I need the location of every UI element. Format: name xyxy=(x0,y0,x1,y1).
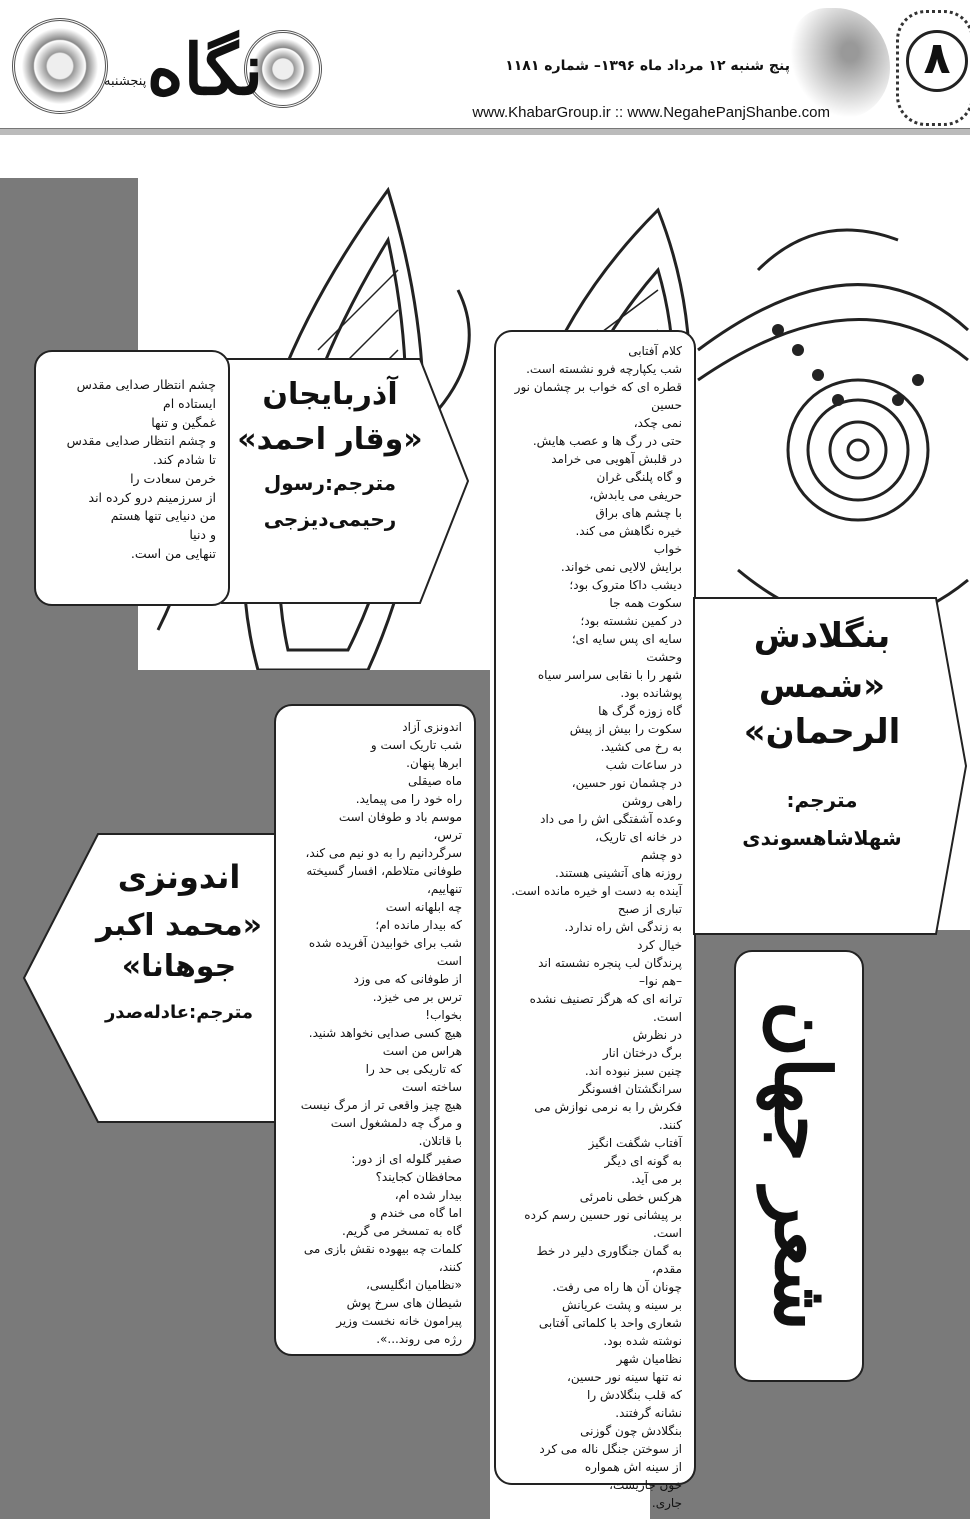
poem-line: در چشمان نور حسین، xyxy=(571,776,682,790)
poem-line: روزنه های آتشینی هستند. xyxy=(555,866,682,880)
poem-line: پوشانده بود. xyxy=(620,686,682,700)
poem-line: تباری از صبح xyxy=(617,902,682,916)
azerbaijan-poem-lines xyxy=(48,376,216,564)
poem-line: شب تاریک است و xyxy=(370,738,462,752)
azerbaijan-country: آذربایجان xyxy=(262,377,398,412)
bangladesh-poem xyxy=(494,330,696,1510)
date-line: پنج شنبه ۱۲ مرداد ماه ۱۳۹۶– شماره ۱۱۸۱ xyxy=(505,58,790,74)
poem-line: هرکس خطی نامرئی xyxy=(579,1190,682,1204)
bangladesh-translator-label: مترجم: xyxy=(786,788,858,812)
azerbaijan-translator-label: مترجم:رسول xyxy=(263,471,397,495)
poem-line: در نظرش xyxy=(632,1028,682,1042)
poem-line: از طوفانی که می وزد xyxy=(353,972,462,986)
azerbaijan-poet: «وقار احمد» xyxy=(237,422,423,457)
poem-line: نظامیان شهر xyxy=(616,1352,682,1366)
poem-line: ترس، xyxy=(433,828,462,842)
azerbaijan-poem xyxy=(34,350,230,606)
poem-line: که قلب بنگلادش را xyxy=(587,1388,682,1402)
poem-line: به رخ می کشید. xyxy=(600,740,682,754)
poem-line: حریفی می یابدش، xyxy=(589,488,682,502)
bangladesh-poet-1: «شمس xyxy=(758,666,886,706)
websites: www.KhabarGroup.ir :: www.NegahePanjShanbe.com xyxy=(472,104,830,121)
poem-line: ابرها پنهان. xyxy=(406,756,462,770)
poem-line: هیچ چیز واقعی تر از مرگ نیست xyxy=(300,1098,462,1112)
poem-line: که بیدار مانده ام؛ xyxy=(375,918,462,932)
poem-line: اما گاه می خندم و xyxy=(370,1206,462,1220)
poem-line: جاری. xyxy=(651,1496,682,1510)
poem-line: صفیر گلوله ای از دور: xyxy=(351,1152,462,1166)
indonesia-translator: مترجم:عادله‌صدر xyxy=(104,1002,254,1023)
poem-line: حتی در رگ ها و عصب هایش. xyxy=(532,434,682,448)
poem-line: شهر را با نقابی سراسر سیاه xyxy=(537,668,682,682)
poem-line: و دنیا xyxy=(189,527,216,542)
poem-line: چونان آن ها راه می رفت. xyxy=(552,1280,682,1294)
phoenix-emblem xyxy=(790,8,890,118)
issue-number: ۸ xyxy=(906,30,968,92)
logo: نگاه xyxy=(146,28,264,111)
poem-line: کلام آفتابی xyxy=(628,344,682,358)
poem-line: «نظامیان انگلیسی، xyxy=(366,1278,462,1292)
poem-line: ایستاده ام xyxy=(163,395,216,411)
poem-line: بر می آید. xyxy=(631,1172,682,1186)
poem-line: در ساعات شب xyxy=(605,758,682,772)
poem-line: آفتاب شگفت انگیز xyxy=(588,1136,682,1150)
poem-line: تنهاییم، xyxy=(427,882,462,896)
poem-line: و گاه پلنگی غران xyxy=(596,470,682,484)
poem-line: به گمان جنگاوری دلیر در خط مقدم، xyxy=(536,1244,682,1276)
poem-line: خرمن سعادت را xyxy=(130,470,216,486)
poem-line: با چشم های براق xyxy=(595,506,682,520)
poem-line: ترس بر می خیزد. xyxy=(372,990,462,1004)
bangladesh-poem-lines xyxy=(508,342,682,1512)
poem-line: سکوت همه جا xyxy=(609,596,682,610)
poem-line: بنگلادش چون گوزنی xyxy=(580,1424,682,1438)
poem-line: چنین سبز نبوده اند. xyxy=(584,1064,682,1078)
poem-line: با قاتلان. xyxy=(418,1134,462,1148)
poem-line: به زندگی اش راه ندارد. xyxy=(564,920,682,934)
poem-line: اندونزی آزاد xyxy=(402,720,462,734)
poem-line: خیره نگاهش می کند. xyxy=(575,524,682,538)
ornament-left xyxy=(12,18,108,114)
poem-line: و مرگ چه دلمشغول است xyxy=(330,1116,462,1130)
poem-line: فکرش را به نرمی نوازش می کنند. xyxy=(534,1100,682,1132)
poem-line: غمگین و تنها xyxy=(151,414,216,430)
poem-line: دو چشم xyxy=(640,848,682,862)
poem-line: از سرزمینم درو کرده اند xyxy=(88,489,216,505)
indonesia-poem-lines xyxy=(288,718,462,1348)
poem-line: سرانگشتان افسونگر xyxy=(578,1082,682,1096)
poem-line: نمی چکد، xyxy=(633,416,682,430)
poem-line: شعاری واحد با کلماتی آفتابی xyxy=(538,1316,682,1330)
poem-line: بخواب! xyxy=(425,1008,462,1022)
poem-line: شیطان های سرخ پوش xyxy=(346,1296,462,1310)
poem-line: برگ درختان انار xyxy=(602,1046,682,1060)
poem-line: موسم باد و طوفان است xyxy=(338,810,462,824)
poem-line: سایه ای پس سایه ای؛ xyxy=(571,632,682,646)
poem-line: در خانه ای تاریک، xyxy=(595,830,682,844)
poem-line: و چشم انتظار صدایی مقدس xyxy=(66,433,216,449)
indonesia-title-arrow xyxy=(22,832,278,1124)
poem-line: بیدار شده ام، xyxy=(394,1188,462,1202)
poem-line: بر سینه و پشت عریانش xyxy=(562,1298,682,1312)
poem-line: خیال کرد xyxy=(637,938,682,952)
poem-line: به گونه ای دیگر xyxy=(604,1154,682,1168)
poem-line: گاه زوزه گرگ ها xyxy=(598,704,682,718)
azerbaijan-title-arrow xyxy=(220,357,470,605)
page-header xyxy=(0,0,970,140)
poem-line: وعده آشفتگی اش را می داد xyxy=(540,812,682,826)
poem-line: نه تنها سینه نور حسین، xyxy=(567,1370,682,1384)
poem-line: نوشته شده بود. xyxy=(603,1334,682,1348)
poem-line: از سینه اش همواره xyxy=(584,1460,682,1474)
poem-line: نشانه گرفتند. xyxy=(615,1406,682,1420)
poem-line: محافظان کجایند؟ xyxy=(375,1170,462,1184)
poem-line: خواب xyxy=(653,542,682,556)
poem-line: تنهایی من است. xyxy=(130,545,216,561)
poem-line: سکوت را بیش از پیش xyxy=(569,722,682,736)
poem-line: من دنیایی تنها هستم xyxy=(110,508,216,524)
poem-line: که تاریکی بی حد را xyxy=(365,1062,462,1076)
poem-line: خون جاریست، xyxy=(609,1478,682,1492)
poem-line: چه ابلهانه است xyxy=(385,900,462,914)
indonesia-poet-2: جوهانا» xyxy=(121,949,237,984)
poem-line: پیرامون خانه نخست وزیر xyxy=(336,1314,462,1328)
poem-line: برایش لالایی نمی خواند. xyxy=(560,560,682,574)
poem-line: شب برای خوابیدن آفریده شده است xyxy=(308,936,462,968)
bangladesh-poet-2: الرحمان» xyxy=(743,712,901,752)
bangladesh-title-arrow xyxy=(692,596,968,936)
poem-line: سرگردانیم را به دو نیم می کند، xyxy=(305,846,462,860)
poem-line: چشم انتظار صدایی مقدس xyxy=(76,377,216,392)
poem-line: راهی روشن xyxy=(621,794,682,808)
poem-line: در کمین نشسته بود؛ xyxy=(580,614,682,628)
poem-line: گاه به تمسخر می گریم. xyxy=(342,1224,462,1238)
poem-line: رژه می روند...». xyxy=(376,1332,462,1346)
poem-line: از سوختن جنگل ناله می کرد xyxy=(539,1442,682,1456)
logo-subtitle: پنجشنبه xyxy=(104,74,147,89)
poem-line: راه خود را می پیماید. xyxy=(355,792,462,806)
poem-line: در قلبش آهویی می خرامد xyxy=(551,452,682,466)
poem-line: هراس من است xyxy=(382,1044,462,1058)
indonesia-country: اندونزی xyxy=(117,858,241,896)
poem-line: وحشت xyxy=(646,650,682,664)
bangladesh-country: بنگلادش xyxy=(753,616,891,656)
poem-line: هیچ کسی صدایی نخواهد شنید. xyxy=(308,1026,462,1040)
indonesia-poem xyxy=(274,704,476,1356)
azerbaijan-translator-name: رحیمی‌دیزجی xyxy=(263,507,397,531)
poem-line: بر پیشانی نور حسین رسم کرده است. xyxy=(524,1208,682,1240)
indonesia-poet-1: «محمد اکبر xyxy=(95,908,263,943)
header-rule xyxy=(0,128,970,135)
poem-line: طوفانی متلاطم، افسار گسیخته xyxy=(306,864,462,878)
poem-line: ماه صیقلی xyxy=(407,774,462,788)
poem-line: تا شادم کند. xyxy=(152,452,216,467)
poem-line: شب یکپارچه فرو نشسته است. xyxy=(526,362,682,376)
poem-line: قطره ای که خواب بر چشمان نور حسین xyxy=(514,380,682,412)
poem-line: دیشب داکا متروک بود؛ xyxy=(569,578,682,592)
bangladesh-translator-name: شهلاشاهسوندی xyxy=(742,826,902,850)
poem-line: پرندگان لب پنجره نشسته اند xyxy=(538,956,682,970)
poem-line: –هم نوا– xyxy=(638,974,682,988)
section-title: شعر جهان xyxy=(734,950,864,1382)
poem-line: آینده به دست او خیره مانده است. xyxy=(511,884,682,898)
poem-line: ترانه ای که هرگز تصنیف نشده است. xyxy=(529,992,682,1024)
poem-line: ساخته است xyxy=(401,1080,462,1094)
poem-line: کلمات چه بیهوده نقش بازی می کنند، xyxy=(303,1242,462,1274)
